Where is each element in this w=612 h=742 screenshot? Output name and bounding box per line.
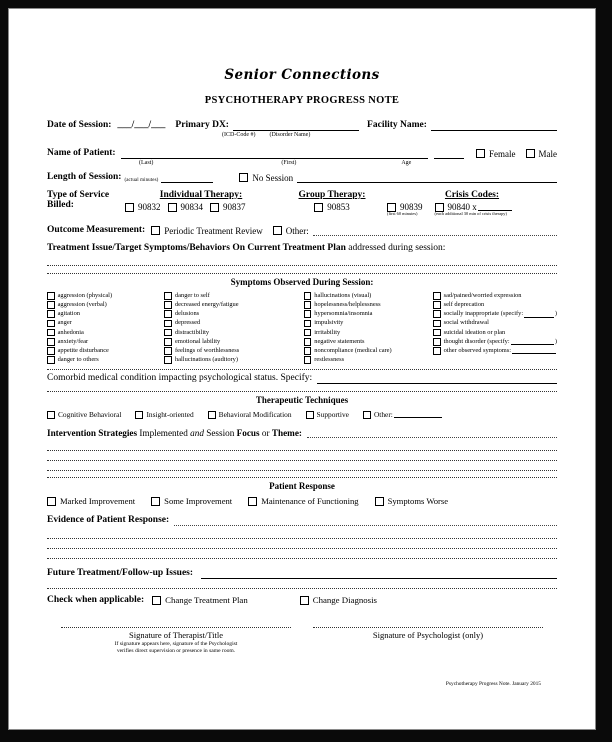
symptom-item[interactable]: [47, 347, 164, 355]
intervention-implemented: Implemented: [137, 427, 191, 438]
future-treatment-row: [47, 568, 557, 579]
symptom-item[interactable]: [304, 356, 433, 364]
primary-dx-label: Primary DX:: [175, 120, 229, 131]
checkbox-icon[interactable]: [208, 411, 216, 419]
symptom-item[interactable]: [304, 329, 433, 337]
checkbox-icon[interactable]: [304, 310, 312, 318]
technique-cognitive-behavioral[interactable]: [47, 410, 121, 419]
symptom-item[interactable]: [304, 310, 433, 318]
checkbox-icon[interactable]: [363, 411, 371, 419]
symptoms-column-3: [304, 292, 433, 364]
form-page: [9, 9, 595, 729]
symptom-label: emotional lability: [174, 337, 221, 345]
checkbox-icon[interactable]: [210, 203, 219, 212]
symptom-item[interactable]: [304, 338, 433, 346]
gender-female-label: Female: [489, 148, 516, 159]
icd-code-caption: (ICD-Code #): [222, 132, 256, 138]
signature-line[interactable]: [313, 627, 543, 628]
symptom-item[interactable]: [47, 338, 164, 346]
symptom-item[interactable]: [304, 301, 433, 309]
symptom-label: social withdrawal: [443, 319, 489, 327]
checkbox-icon[interactable]: [164, 329, 172, 337]
checkbox-icon[interactable]: [300, 596, 309, 605]
write-line[interactable]: [47, 451, 557, 461]
symptom-item[interactable]: [433, 292, 557, 300]
response-label: Maintenance of Functioning: [261, 496, 359, 507]
symptom-item[interactable]: [164, 310, 303, 318]
paren-close: ): [554, 310, 557, 318]
symptom-label: negative statements: [314, 337, 365, 345]
symptom-item[interactable]: [47, 329, 164, 337]
change-treatment-plan-label: Change Treatment Plan: [165, 595, 248, 606]
last-name-caption: (Last): [139, 160, 154, 166]
symptoms-column-4: [433, 292, 557, 364]
checkbox-icon[interactable]: [47, 338, 55, 346]
facility-name-input[interactable]: [431, 120, 557, 131]
other-symptoms-input[interactable]: [512, 347, 556, 354]
evidence-input[interactable]: [174, 515, 557, 526]
therapist-signature-note-2: verifies direct supervision or presence in same room.: [116, 648, 236, 655]
checkbox-icon[interactable]: [476, 149, 485, 158]
technique-label: Cognitive Behavioral: [58, 410, 122, 420]
group-therapy-heading: Group Therapy:: [298, 190, 366, 200]
facility-name-label: Facility Name:: [367, 120, 427, 131]
checkbox-icon[interactable]: [47, 347, 55, 355]
symptom-item[interactable]: [164, 347, 303, 355]
symptom-label: feelings of worthlessness: [174, 346, 240, 354]
document-footer: Psychotherapy Progress Note. January 2015: [445, 681, 541, 688]
symptom-label: noncompliance (medical care): [314, 346, 392, 354]
service-code-90853[interactable]: [314, 202, 350, 212]
comorbid-input[interactable]: [317, 373, 557, 384]
checkbox-icon[interactable]: [433, 329, 441, 337]
write-line[interactable]: [47, 441, 557, 451]
intervention-or: or: [259, 427, 272, 438]
section-divider: [47, 588, 557, 589]
checkbox-icon[interactable]: [47, 329, 55, 337]
therapeutic-techniques-heading: Therapeutic Techniques: [255, 395, 349, 406]
intervention-theme: Theme:: [271, 427, 302, 438]
checkbox-icon[interactable]: [433, 310, 441, 318]
psychologist-signature-label: Signature of Psychologist (only): [372, 630, 484, 641]
checkbox-icon[interactable]: [152, 596, 161, 605]
gender-male-label: Male: [538, 148, 557, 159]
checkbox-icon[interactable]: [526, 149, 535, 158]
intervention-strategies-row: [47, 427, 557, 438]
session-date-row: [47, 120, 557, 131]
checkbox-icon[interactable]: [125, 203, 134, 212]
symptom-label: restlessness: [314, 356, 345, 364]
technique-label: Behavioral Modification: [218, 410, 292, 420]
checkbox-icon[interactable]: [164, 338, 172, 346]
checkbox-icon[interactable]: [47, 356, 55, 364]
checkbox-icon[interactable]: [248, 497, 257, 506]
outcome-other-option[interactable]: [273, 226, 309, 236]
signature-line[interactable]: [61, 627, 291, 628]
organization-logo: Senior Connections: [224, 67, 380, 83]
symptom-label: suicidal ideation or plan: [443, 328, 506, 336]
response-maintenance[interactable]: [248, 496, 358, 506]
checkbox-icon[interactable]: [375, 497, 384, 506]
type-of-service-label: Type of Service: [47, 190, 110, 200]
symptom-item[interactable]: [164, 319, 303, 327]
outcome-periodic-label: Periodic Treatment Review: [164, 225, 263, 236]
checkbox-icon[interactable]: [304, 347, 312, 355]
service-code-label: 90832: [138, 202, 161, 212]
psychologist-signature-area[interactable]: [313, 627, 543, 655]
symptom-item[interactable]: [47, 301, 164, 309]
comorbid-label: Comorbid medical condition impacting psychological status. Specify:: [47, 373, 313, 384]
crisis-units-input[interactable]: [478, 204, 512, 211]
checkbox-icon[interactable]: [273, 226, 282, 235]
date-of-session-label: Date of Session:: [47, 120, 112, 131]
checkbox-icon[interactable]: [47, 310, 55, 318]
intervention-focus: Focus: [236, 427, 260, 438]
checkbox-icon[interactable]: [164, 310, 172, 318]
symptom-item[interactable]: [164, 292, 303, 300]
checkbox-icon[interactable]: [164, 320, 172, 328]
symptom-label: impulsivity: [314, 319, 344, 327]
change-treatment-plan-option[interactable]: [152, 595, 248, 605]
symptom-item[interactable]: [433, 301, 557, 309]
symptom-label: irritability: [314, 328, 341, 336]
symptom-label: anger: [57, 319, 72, 327]
checkbox-icon[interactable]: [164, 356, 172, 364]
checkbox-icon[interactable]: [151, 226, 160, 235]
therapist-signature-label: Signature of Therapist/Title: [129, 630, 223, 641]
patient-name-row: [47, 148, 557, 159]
response-symptoms-worse[interactable]: [375, 496, 449, 506]
technique-other-label: Other:: [373, 410, 393, 420]
checkbox-icon[interactable]: [164, 301, 172, 309]
symptom-item[interactable]: [433, 319, 557, 327]
patient-response-heading: Patient Response: [269, 481, 335, 492]
no-session-input[interactable]: [297, 172, 557, 183]
outcome-periodic-option[interactable]: [151, 226, 263, 236]
checkbox-icon[interactable]: [47, 411, 55, 419]
checkbox-icon[interactable]: [304, 320, 312, 328]
evidence-lines[interactable]: [47, 529, 557, 559]
signature-block: [47, 627, 557, 655]
symptom-label: agitation: [57, 310, 80, 318]
write-line[interactable]: [47, 461, 557, 471]
patient-name-captions: [47, 160, 557, 166]
no-session-option[interactable]: [239, 173, 293, 183]
service-code-90832[interactable]: [125, 202, 161, 212]
symptom-item[interactable]: [164, 301, 303, 309]
symptom-label: distractibility: [174, 328, 210, 336]
checkbox-icon[interactable]: [135, 411, 143, 419]
change-diagnosis-label: Change Diagnosis: [312, 595, 377, 606]
symptom-label: depressed: [174, 319, 201, 327]
technique-supportive[interactable]: [306, 410, 349, 419]
billed-label: Billed:: [47, 200, 74, 210]
section-divider: [47, 369, 557, 370]
symptom-label: hopelessness/helplessness: [314, 301, 381, 309]
crisis-first-caption: (first 60 minutes): [387, 211, 418, 216]
length-of-session-input[interactable]: [161, 172, 213, 183]
section-divider: [47, 273, 557, 274]
symptom-item-specify[interactable]: [433, 347, 557, 355]
symptom-item-specify[interactable]: [433, 338, 557, 346]
change-diagnosis-option[interactable]: [300, 595, 377, 605]
patient-name-label: Name of Patient:: [47, 148, 116, 159]
checkbox-icon[interactable]: [239, 173, 248, 182]
section-divider: [47, 391, 557, 392]
checkbox-icon[interactable]: [433, 338, 441, 346]
future-treatment-label: Future Treatment/Follow-up Issues:: [47, 568, 194, 579]
technique-other[interactable]: [363, 410, 443, 419]
write-line[interactable]: [47, 539, 557, 549]
service-code-label: 90837: [223, 202, 246, 212]
service-code-label: 90840 x: [447, 202, 477, 212]
symptom-item[interactable]: [304, 319, 433, 327]
symptom-label: other observed symptoms:: [443, 346, 512, 354]
intervention-lines[interactable]: [47, 441, 557, 471]
primary-dx-captions: [47, 132, 557, 138]
symptom-item[interactable]: [304, 292, 433, 300]
checkbox-icon[interactable]: [151, 497, 160, 506]
checkbox-icon[interactable]: [47, 497, 56, 506]
symptom-label: hallucinations (auditory): [174, 356, 238, 364]
symptoms-column-2: [164, 292, 303, 364]
symptom-label: aggression (verbal): [57, 301, 107, 309]
symptom-label: aggression (physical): [57, 291, 113, 299]
checkbox-icon[interactable]: [433, 320, 441, 328]
thought-disorder-input[interactable]: [511, 338, 554, 345]
symptoms-grid: [47, 292, 557, 364]
paren-close: ): [554, 337, 557, 345]
length-caption: (actual minutes): [124, 177, 159, 183]
page-title: PSYCHOTHERAPY PROGRESS NOTE: [204, 95, 400, 106]
technique-other-input[interactable]: [394, 411, 442, 418]
date-of-session-input[interactable]: ___/___/___: [117, 120, 166, 131]
symptom-item-specify[interactable]: [433, 310, 557, 318]
write-line[interactable]: [47, 529, 557, 539]
outcome-other-input[interactable]: [313, 225, 557, 236]
symptom-label: delusions: [174, 310, 200, 318]
symptom-label: anhedonia: [57, 328, 84, 336]
symptom-label: sad/pained/worried expression: [443, 291, 522, 299]
symptom-label: appetite disturbance: [57, 346, 109, 354]
no-session-label: No Session: [252, 172, 294, 183]
symptom-label: self deprecation: [443, 301, 485, 309]
response-label: Marked Improvement: [60, 496, 136, 507]
checkbox-icon[interactable]: [304, 356, 312, 364]
symptoms-column-1: [47, 292, 164, 364]
technique-insight-oriented[interactable]: [135, 410, 193, 419]
symptom-label: hallucinations (visual): [314, 291, 372, 299]
service-code-label: 90853: [327, 202, 350, 212]
checkbox-icon[interactable]: [168, 203, 177, 212]
outcome-measurement-label: Outcome Measurement:: [47, 224, 146, 235]
symptom-item[interactable]: [47, 310, 164, 318]
write-line[interactable]: [47, 549, 557, 559]
service-code-label: 90839: [400, 202, 423, 212]
patient-name-input[interactable]: [121, 148, 428, 159]
symptom-item[interactable]: [164, 356, 303, 364]
outcome-other-label: Other:: [285, 225, 309, 236]
service-code-label: 90834: [180, 202, 203, 212]
checkbox-icon[interactable]: [433, 301, 441, 309]
technique-label: Insight-oriented: [146, 410, 194, 420]
treatment-issue-lines[interactable]: [47, 256, 557, 266]
treatment-issue-row: [47, 243, 557, 253]
first-name-caption: (First): [281, 160, 297, 166]
symptom-label: danger to others: [57, 356, 99, 364]
response-some-improvement[interactable]: [151, 496, 232, 506]
page-frame: [8, 8, 596, 730]
section-divider: [47, 477, 557, 478]
response-label: Some Improvement: [164, 496, 233, 507]
socially-inappropriate-input[interactable]: [524, 311, 554, 318]
technique-label: Supportive: [316, 410, 349, 420]
checkbox-icon[interactable]: [47, 301, 55, 309]
evidence-row: [47, 515, 557, 526]
symptoms-heading: Symptoms Observed During Session:: [230, 276, 374, 287]
treatment-issue-suffix: addressed during session:: [345, 242, 446, 253]
symptom-item[interactable]: [164, 329, 303, 337]
symptom-item[interactable]: [47, 319, 164, 327]
age-caption: Age: [401, 160, 412, 166]
checkbox-icon[interactable]: [47, 320, 55, 328]
intervention-session: Session: [203, 427, 237, 438]
service-code-90837[interactable]: [210, 202, 246, 212]
gender-male-option[interactable]: [526, 149, 558, 159]
checkbox-icon[interactable]: [304, 338, 312, 346]
checkbox-icon[interactable]: [304, 292, 312, 300]
checkbox-icon[interactable]: [433, 347, 441, 355]
symptom-label: danger to self: [174, 291, 210, 299]
checkbox-icon[interactable]: [304, 329, 312, 337]
check-when-applicable-label: Check when applicable:: [47, 595, 145, 606]
symptom-label: thought disorder (specify:: [443, 337, 510, 345]
symptom-item[interactable]: [164, 338, 303, 346]
service-code-90834[interactable]: [168, 202, 204, 212]
checkbox-icon[interactable]: [433, 292, 441, 300]
therapist-signature-note-1: If signature appears here, signature of the Psychologist: [114, 641, 238, 648]
checkbox-icon[interactable]: [164, 292, 172, 300]
symptom-label: hypersomnia/insomnia: [314, 310, 373, 318]
future-treatment-input[interactable]: [201, 568, 557, 579]
disorder-name-caption: (Disorder Name): [269, 132, 311, 138]
write-line[interactable]: [47, 256, 557, 266]
primary-dx-input[interactable]: [233, 120, 359, 131]
evidence-label: Evidence of Patient Response:: [47, 515, 170, 526]
symptom-item[interactable]: [304, 347, 433, 355]
symptom-item[interactable]: [47, 292, 164, 300]
symptom-label: decreased energy/fatigue: [174, 301, 239, 309]
checkbox-icon[interactable]: [306, 411, 314, 419]
intervention-and: and: [190, 427, 204, 438]
patient-age-input[interactable]: [434, 148, 464, 159]
symptom-item[interactable]: [47, 356, 164, 364]
therapist-signature-area[interactable]: [61, 627, 291, 655]
crisis-additional-caption: (each additional 30 min of crisis therapy): [434, 211, 507, 216]
crisis-codes-heading: Crisis Codes:: [444, 190, 500, 200]
response-label: Symptoms Worse: [387, 496, 449, 507]
intervention-input[interactable]: [307, 427, 557, 438]
length-of-session-label: Length of Session:: [47, 172, 122, 183]
symptom-label: anxiety/fear: [57, 337, 89, 345]
response-marked-improvement[interactable]: [47, 496, 135, 506]
checkbox-icon[interactable]: [47, 292, 55, 300]
session-length-row: [47, 172, 557, 183]
technique-behavioral-modification[interactable]: [208, 410, 292, 419]
checkbox-icon[interactable]: [164, 347, 172, 355]
outcome-measurement-row: [47, 225, 557, 236]
intervention-strategies-label: Intervention Strategies: [47, 427, 138, 438]
gender-female-option[interactable]: [476, 149, 516, 159]
individual-therapy-heading: Individual Therapy:: [159, 190, 243, 200]
treatment-issue-label: Treatment Issue/Target Symptoms/Behaviors On Current Treatment Plan: [47, 242, 346, 253]
symptom-item[interactable]: [433, 329, 557, 337]
checkbox-icon[interactable]: [304, 301, 312, 309]
comorbid-row: [47, 373, 557, 384]
symptom-label: socially inappropriate (specify:: [443, 310, 524, 318]
checkbox-icon[interactable]: [314, 203, 323, 212]
